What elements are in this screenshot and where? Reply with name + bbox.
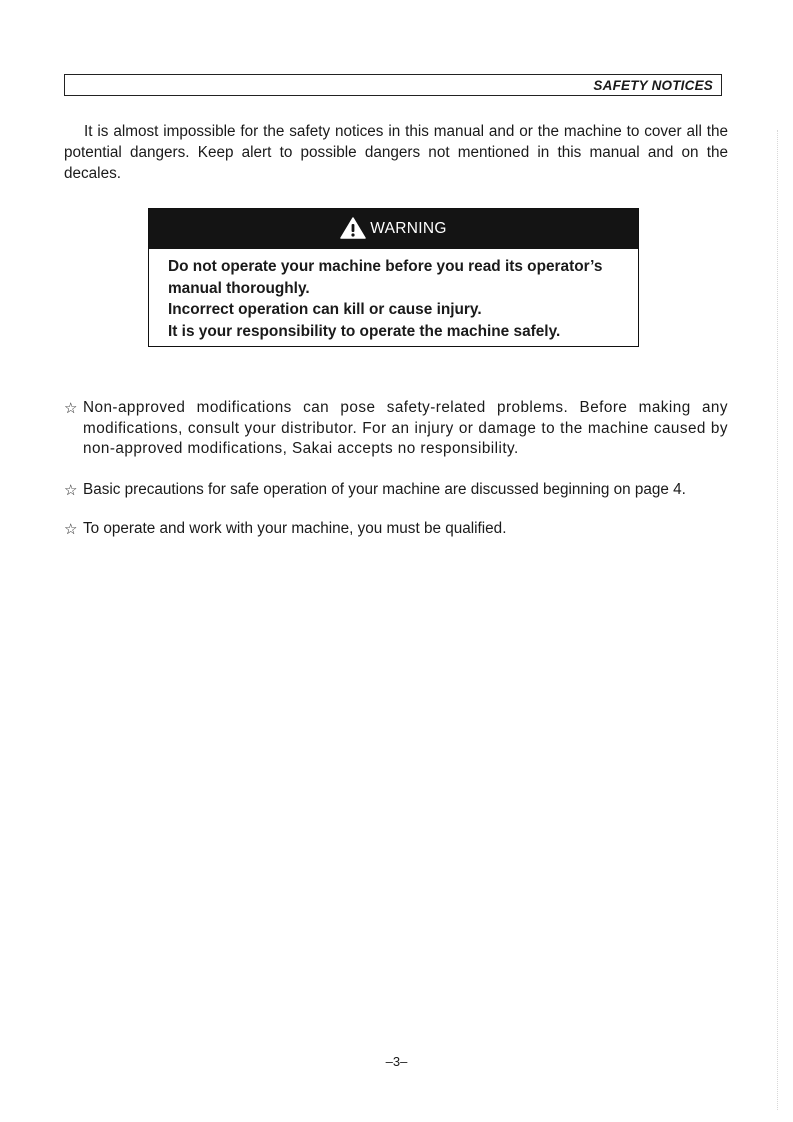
intro-paragraph: It is almost impossible for the safety notices in this manual and or the machine to cover all the potential dangers. Keep alert to possible dangers not mentioned in this manual and on the decales.	[64, 123, 728, 182]
warning-line: Do not operate your machine before you read its operator’s	[168, 258, 603, 275]
warning-title: WARNING	[370, 220, 447, 237]
warning-line: manual thoroughly.	[168, 279, 310, 297]
notice-item	[64, 480, 728, 501]
section-header	[64, 74, 722, 96]
warning-triangle-icon	[340, 217, 366, 239]
warning-line: It is your responsibility to operate the machine safely.	[168, 322, 561, 340]
notice-text: Basic precautions for safe operation of your machine are discussed beginning on page 4.	[83, 480, 686, 498]
notice-item	[64, 519, 728, 540]
notice-text: To operate and work with your machine, you must be qualified.	[83, 520, 507, 537]
warning-header	[149, 209, 638, 249]
scan-edge	[777, 130, 778, 1110]
star-outline-icon: ☆	[64, 399, 78, 417]
warning-line: Incorrect operation can kill or cause injury.	[168, 301, 482, 318]
notice-list	[64, 398, 728, 540]
page-number: –3–	[385, 1054, 408, 1069]
notice-item	[64, 398, 728, 460]
star-outline-icon: ☆	[64, 520, 78, 538]
star-outline-icon: ☆	[64, 480, 78, 499]
section-title: SAFETY NOTICES	[593, 78, 713, 93]
warning-body	[149, 249, 638, 342]
warning-box	[148, 208, 639, 347]
notice-text: Non-approved modifications can pose safety-related problems. Before making any modifications, consult your distributor. For an injury or damage to the machine caused by non-approved modifications, Sakai accepts no responsibility.	[83, 399, 728, 457]
